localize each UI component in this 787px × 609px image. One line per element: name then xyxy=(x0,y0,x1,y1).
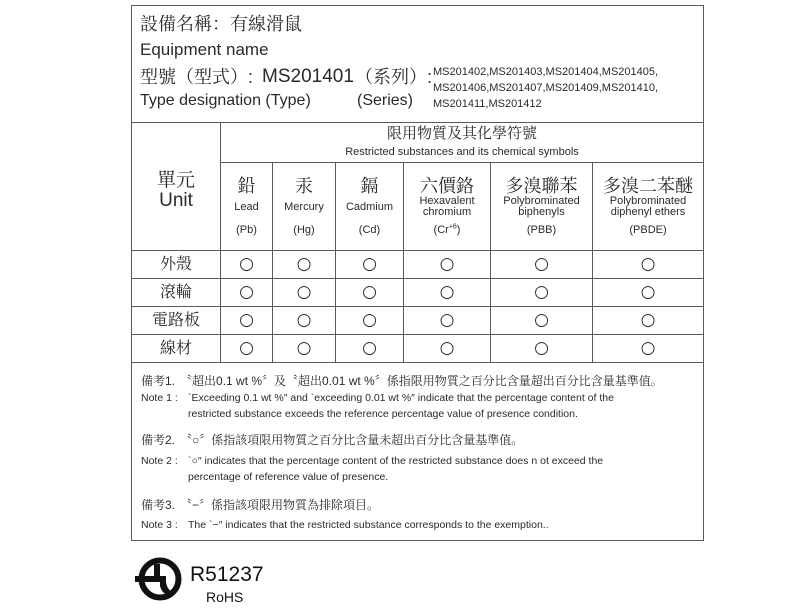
type-designation-label: Type designation (Type) xyxy=(140,92,311,109)
chemical-symbol-text: (Cr xyxy=(433,224,449,236)
table-row xyxy=(132,335,704,363)
model-number: MS201401 xyxy=(262,66,354,87)
substances-header-row xyxy=(132,123,704,163)
substance-name-en xyxy=(221,196,272,218)
substance-name-en-line: Mercury xyxy=(284,200,324,213)
substance-name-en xyxy=(491,196,592,218)
note-en xyxy=(141,517,549,533)
chemical-symbol-text: (PBDE) xyxy=(629,224,667,236)
note-zh xyxy=(141,373,663,389)
compliance-mark: ○ xyxy=(336,307,404,335)
certification-label: RoHS xyxy=(206,589,244,605)
substance-name-en xyxy=(593,196,703,218)
unit-header xyxy=(132,123,221,251)
substances-header xyxy=(221,123,704,163)
compliance-mark: ○ xyxy=(221,279,273,307)
note-en-text: The `−″ indicates that the restricted substance corresponds to the exemption.. xyxy=(188,519,549,531)
notes xyxy=(132,363,703,540)
compliance-mark: ○ xyxy=(273,335,336,363)
compliance-mark: ○ xyxy=(404,335,491,363)
note-zh-label: 備考2. xyxy=(141,433,176,447)
note-zh-label: 備考1. xyxy=(141,374,176,388)
substance-name-zh: 多溴二苯醚 xyxy=(603,176,693,196)
series-model-line: MS201402,MS201403,MS201404,MS201405, xyxy=(433,66,659,78)
substance-name-en xyxy=(336,196,403,218)
compliance-mark: ○ xyxy=(491,335,593,363)
note-en-continuation: restricted substance exceeds the reference percentage value of presence condition. xyxy=(188,408,578,420)
unit-name: 滾輪 xyxy=(132,279,221,307)
substance-name-en-line: chromium xyxy=(422,206,472,218)
series-label-zh: （系列）: xyxy=(355,67,433,87)
unit-name: 電路板 xyxy=(132,307,221,335)
equipment-info xyxy=(132,6,703,122)
note-en-label: Note 1 : xyxy=(141,392,178,404)
note-zh-text: 〝超出0.1 wt %〞及〝超出0.01 wt %〞係指限用物質之百分比含量超出百分比含量基準值。 xyxy=(180,374,663,388)
note-zh-label: 備考3. xyxy=(141,498,176,512)
substance-name-zh: 鉛 xyxy=(237,176,256,196)
equipment-name-zh: 設備名稱：有線滑鼠 xyxy=(140,14,302,34)
series-label-en: (Series) xyxy=(357,92,414,109)
unit-name: 線材 xyxy=(132,335,221,363)
column-header-mercury xyxy=(273,163,336,251)
unit-header-en: Unit xyxy=(159,190,193,211)
chemical-symbol-text: (Cd) xyxy=(358,224,381,236)
substance-name-en-line: Hexavalent xyxy=(419,195,475,207)
note-en-label: Note 3 : xyxy=(141,519,178,531)
compliance-mark: ○ xyxy=(336,335,404,363)
substance-name-en-line: Polybrominated xyxy=(503,195,580,207)
series-model-line: MS201406,MS201407,MS201409,MS201410, xyxy=(433,82,659,94)
compliance-mark: ○ xyxy=(491,251,593,279)
compliance-mark: ○ xyxy=(593,279,704,307)
unit-name: 外殼 xyxy=(132,251,221,279)
substance-name-zh: 多溴聯苯 xyxy=(505,176,578,196)
note-en xyxy=(141,390,614,406)
substance-name-zh: 汞 xyxy=(295,176,313,196)
compliance-mark: ○ xyxy=(273,251,336,279)
chemical-symbol xyxy=(593,224,703,236)
model-label-zh: 型號（型式）: xyxy=(140,67,254,87)
column-header-lead xyxy=(221,163,273,251)
rohs-declaration-table xyxy=(131,5,704,541)
compliance-mark: ○ xyxy=(273,307,336,335)
compliance-mark: ○ xyxy=(593,307,704,335)
chemical-symbol xyxy=(336,224,403,236)
substances-header-zh: 限用物質及其化學符號 xyxy=(387,125,538,142)
compliance-mark: ○ xyxy=(273,279,336,307)
chemical-symbol-charge: +6 xyxy=(448,223,457,231)
column-header-pbde xyxy=(593,163,704,251)
table-row xyxy=(132,307,704,335)
compliance-mark: ○ xyxy=(221,307,273,335)
compliance-mark: ○ xyxy=(404,279,491,307)
column-header-hexavalent-chromium xyxy=(404,163,491,251)
compliance-mark: ○ xyxy=(491,279,593,307)
compliance-mark: ○ xyxy=(221,251,273,279)
note-en xyxy=(141,453,603,469)
note-zh xyxy=(141,497,379,513)
substance-name-en-line: Lead xyxy=(234,200,259,213)
note-en-text: `○″ indicates that the percentage content of the restricted substance does n ot exceed the xyxy=(188,455,604,467)
compliance-mark: ○ xyxy=(593,335,704,363)
substance-name-en xyxy=(273,196,335,218)
table-row xyxy=(132,279,704,307)
substance-name-en xyxy=(404,196,490,218)
note-en-label: Note 2 : xyxy=(141,455,178,467)
equipment-info-row xyxy=(132,6,704,123)
compliance-mark: ○ xyxy=(221,335,273,363)
series-model-line: MS201411,MS201412 xyxy=(433,98,542,110)
column-header-pbb xyxy=(491,163,593,251)
note-en-continuation: percentage of reference value of presence. xyxy=(188,471,389,483)
note-zh-text: 〝○〞係指該項限用物質之百分比含量未超出百分比含量基準值。 xyxy=(180,433,524,447)
series-model-list xyxy=(433,64,658,112)
certification-code: R51237 xyxy=(190,563,264,586)
chemical-symbol xyxy=(221,224,272,236)
substance-name-en-line: diphenyl ethers xyxy=(610,206,686,218)
substance-name-en-line: Polybrominated xyxy=(609,195,687,207)
notes-row xyxy=(132,363,704,541)
equipment-info-cell xyxy=(132,6,704,123)
compliance-mark: ○ xyxy=(593,251,704,279)
compliance-mark: ○ xyxy=(491,307,593,335)
notes-cell xyxy=(132,363,704,541)
chemical-symbol xyxy=(273,224,335,236)
note-en-text: `Exceeding 0.1 wt %″ and `exceeding 0.01 wt %″ indicate that the percentage content of the xyxy=(188,392,614,404)
chemical-symbol-text: (PBB) xyxy=(526,224,557,236)
equipment-name-en: Equipment name xyxy=(140,40,269,59)
substance-name-en-line: biphenyls xyxy=(518,206,565,218)
substance-name-zh: 鎘 xyxy=(360,176,379,196)
chemical-symbol-text: (Pb) xyxy=(236,224,257,236)
chemical-symbol xyxy=(491,224,592,236)
unit-header-zh: 單元 xyxy=(156,170,195,191)
chemical-symbol-close: ) xyxy=(456,224,461,236)
substance-name-en-line: Cadmium xyxy=(345,200,394,213)
compliance-mark: ○ xyxy=(336,251,404,279)
compliance-mark: ○ xyxy=(404,251,491,279)
substance-name-zh: 六價鉻 xyxy=(420,176,474,196)
chemical-symbol xyxy=(404,224,490,236)
substances-header-en: Restricted substances and its chemical symbols xyxy=(345,146,579,158)
table-row xyxy=(132,251,704,279)
note-zh-text: 〝−〞係指該項限用物質為排除項目。 xyxy=(180,498,380,512)
compliance-mark: ○ xyxy=(404,307,491,335)
note-zh xyxy=(141,432,523,448)
compliance-mark: ○ xyxy=(336,279,404,307)
column-header-cadmium xyxy=(336,163,404,251)
bsmi-inspection-mark-icon xyxy=(134,552,182,604)
chemical-symbol-text: (Hg) xyxy=(293,224,315,236)
